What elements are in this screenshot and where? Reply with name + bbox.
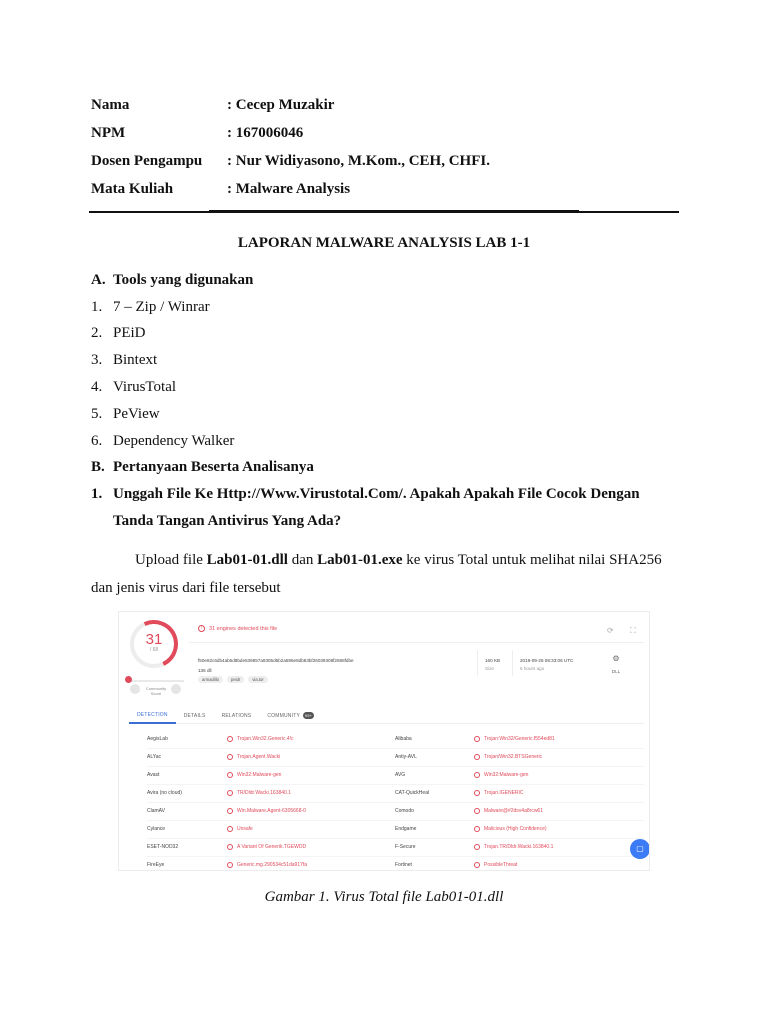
engine-name: Endgame xyxy=(395,826,417,832)
engine-name: ALYac xyxy=(147,754,161,760)
thumb-up-icon[interactable] xyxy=(171,684,181,694)
question-line: 1. Unggah File Ke Http://Www.Virustotal.Com/. Apakah Apakah File Cocok Dengan xyxy=(91,486,640,502)
file-size-label: Size xyxy=(485,666,494,671)
warning-icon xyxy=(474,754,480,760)
tab-detection[interactable]: DETECTION xyxy=(129,708,176,724)
file-tags xyxy=(198,676,268,683)
info-row-dosen xyxy=(91,147,681,175)
warning-icon xyxy=(227,862,233,868)
question-line: Tanda Tangan Antivirus Yang Ada? xyxy=(113,513,342,529)
question-1 xyxy=(91,481,681,535)
vt-summary xyxy=(119,612,650,704)
detection-result: Trojan/Win32.BTSGeneric xyxy=(484,754,543,760)
file-tag[interactable]: via.tor xyxy=(248,676,267,683)
detection-result: Malicious (High Confidence) xyxy=(484,826,547,832)
text: Pertanyaan Beserta Analisanya xyxy=(113,459,314,476)
detection-result: Trojan.Win32.Generic.4!c xyxy=(237,736,294,742)
text: VirusTotal xyxy=(113,379,177,396)
text: Bintext xyxy=(113,352,158,369)
warning-icon xyxy=(227,808,233,814)
table-row xyxy=(147,749,644,767)
detection-result: Trojan.TR/Dldr.Wacki.163840.1 xyxy=(484,844,554,850)
warning-icon xyxy=(474,790,480,796)
list-item xyxy=(91,347,681,374)
engine-name: ESET-NOD32 xyxy=(147,844,179,850)
section-a xyxy=(91,267,681,481)
info-value: : Nur Widiyasono, M.Kom., CEH, CHFI. xyxy=(227,152,490,169)
scan-date-relative: 6 hours ago xyxy=(520,666,545,671)
file-type-label: DLL xyxy=(611,669,621,674)
detection-result: A Variant Of Generik.TGEWDD xyxy=(237,844,307,850)
text: Lab01-01.exe xyxy=(317,552,403,568)
list-item xyxy=(91,321,681,348)
engine-name: Fortinet xyxy=(395,862,412,868)
table-row xyxy=(147,731,644,749)
tab-relations[interactable]: RELATIONS xyxy=(221,712,252,719)
header-divider xyxy=(89,211,679,213)
engine-name: FireEye xyxy=(147,862,165,868)
detection-result: Win32:Malware-gen xyxy=(484,772,529,778)
detection-result: Generic.mg.290534c51da917fa xyxy=(237,862,308,868)
tab-details[interactable]: DETAILS xyxy=(183,712,206,719)
info-value: : 167006046 xyxy=(227,124,304,141)
detection-table xyxy=(147,731,644,871)
text: B. xyxy=(91,459,105,476)
info-key: Dosen Pengampu xyxy=(91,152,203,169)
table-row xyxy=(147,839,644,857)
text: 4. xyxy=(91,379,103,396)
divider xyxy=(512,650,513,676)
table-row xyxy=(147,785,644,803)
detection-result: Trojan.IGENERIC xyxy=(484,790,524,796)
paragraph-line: dan jenis virus dari file tersebut xyxy=(91,580,281,596)
warning-icon xyxy=(474,808,480,814)
warning-icon xyxy=(474,826,480,832)
detection-result: Unsafe xyxy=(237,826,253,832)
text: Tools yang digunakan xyxy=(113,271,254,288)
file-hash[interactable]: f50e82c6db4ab5d8bde536857a9305d5b2a596e8db83bf26039308f2688fdbe xyxy=(198,658,354,663)
summary-divider xyxy=(189,642,644,643)
warning-icon xyxy=(474,844,480,850)
text: 3. xyxy=(91,352,103,369)
warning-icon: ! xyxy=(198,625,205,632)
engine-name: Comodo xyxy=(395,808,414,814)
list-item xyxy=(91,374,681,401)
info-key: NPM xyxy=(91,124,126,141)
engine-name: Antiy-AVL xyxy=(395,754,417,760)
text: 5. xyxy=(91,405,103,422)
text: dan xyxy=(287,552,318,568)
virustotal-screenshot xyxy=(118,611,650,871)
table-row xyxy=(147,857,644,871)
warning-icon xyxy=(474,862,480,868)
community-count-badge: 99+ xyxy=(304,713,313,718)
engine-name: Avast xyxy=(147,772,160,778)
file-size: 160 KB xyxy=(485,658,501,663)
detection-result: Win32:Malware-gen xyxy=(237,772,282,778)
text: 6. xyxy=(91,432,103,449)
file-tag[interactable]: peidr xyxy=(227,676,244,683)
text: PeView xyxy=(113,405,160,422)
text: ke virus Total untuk melihat nilai SHA256 xyxy=(402,552,662,568)
text: 2. xyxy=(91,325,103,342)
list-item xyxy=(91,294,681,321)
warning-icon xyxy=(227,772,233,778)
text: Lab01-01.dll xyxy=(206,552,288,568)
dll-file-icon: ⚙ xyxy=(612,654,620,663)
list-item xyxy=(91,428,681,455)
scan-date: 2019-09-26 08:33:06 UTC xyxy=(520,658,574,663)
engine-name: Cylance xyxy=(147,826,166,832)
thumb-down-icon[interactable] xyxy=(130,684,140,694)
text: Upload file xyxy=(135,552,207,568)
warning-icon xyxy=(227,844,233,850)
text: Dependency Walker xyxy=(113,432,235,449)
section-b-heading xyxy=(91,455,681,482)
vt-tabs xyxy=(129,708,644,724)
engine-name: Alibaba xyxy=(395,736,412,742)
file-tag[interactable]: armadillo xyxy=(198,676,223,683)
engine-name: AegisLab xyxy=(147,736,168,742)
warning-icon xyxy=(227,754,233,760)
similar-icon[interactable]: ⛶ xyxy=(630,626,636,635)
list-item xyxy=(91,401,681,428)
engine-name: F-Secure xyxy=(395,844,416,850)
body-paragraph xyxy=(91,546,681,602)
detection-result: Malware@#2dsv4a8rcw61 xyxy=(484,808,543,814)
table-row xyxy=(147,803,644,821)
table-row xyxy=(147,767,644,785)
detection-result: TR/Dldr.Wacki.163840.1 xyxy=(237,790,292,796)
detection-result: Trojan:Win32/Generic.f554ed81 xyxy=(484,736,555,742)
detection-total: / 68 xyxy=(149,647,159,653)
warning-icon xyxy=(474,736,480,742)
detection-result: PossibleThreat xyxy=(484,862,518,868)
text: A. xyxy=(91,271,106,288)
table-row xyxy=(147,821,644,839)
detection-count: 31 xyxy=(145,631,163,648)
info-value: : Cecep Muzakir xyxy=(227,96,335,113)
section-a-heading xyxy=(91,267,681,294)
detection-alert: ! 31 engines detected this file xyxy=(198,625,277,632)
info-key: Mata Kuliah xyxy=(91,180,174,197)
community-score-label: Community Score xyxy=(145,686,167,696)
info-row-npm xyxy=(91,119,681,147)
info-key: Nama xyxy=(91,96,130,113)
info-value: : Malware Analysis xyxy=(227,180,351,197)
engine-name: AVG xyxy=(395,772,406,778)
text: 1. xyxy=(91,298,103,315)
info-row-nama xyxy=(91,91,681,119)
warning-icon xyxy=(227,790,233,796)
tab-community[interactable]: COMMUNITY 99+ xyxy=(267,712,313,719)
community-score-bar xyxy=(128,680,184,682)
figure-caption: Gambar 1. Virus Total file Lab01-01.dll xyxy=(264,889,504,905)
warning-icon xyxy=(474,772,480,778)
community-score-marker xyxy=(125,676,132,683)
text: PEiD xyxy=(113,325,146,342)
engine-name: Avira (no cloud) xyxy=(147,790,182,796)
chat-bubble-icon[interactable]: ▢ xyxy=(630,839,650,859)
warning-icon xyxy=(227,736,233,742)
paragraph-line xyxy=(91,546,681,574)
reanalyze-icon[interactable]: ⟳ xyxy=(607,626,614,635)
warning-icon xyxy=(227,826,233,832)
divider xyxy=(477,650,478,676)
file-name: 136 dll xyxy=(198,668,212,673)
student-info xyxy=(91,91,681,203)
detection-result: Win.Malware.Agent-6305668-0 xyxy=(237,808,306,814)
report-title: LAPORAN MALWARE ANALYSIS LAB 1-1 xyxy=(237,235,531,251)
engine-name: CAT-QuickHeal xyxy=(395,790,430,796)
engine-name: ClamAV xyxy=(147,808,165,814)
text: 7 – Zip / Winrar xyxy=(113,298,210,315)
detection-result: Trojan.Agent.Wacki xyxy=(237,754,281,760)
info-row-matkul xyxy=(91,175,681,203)
